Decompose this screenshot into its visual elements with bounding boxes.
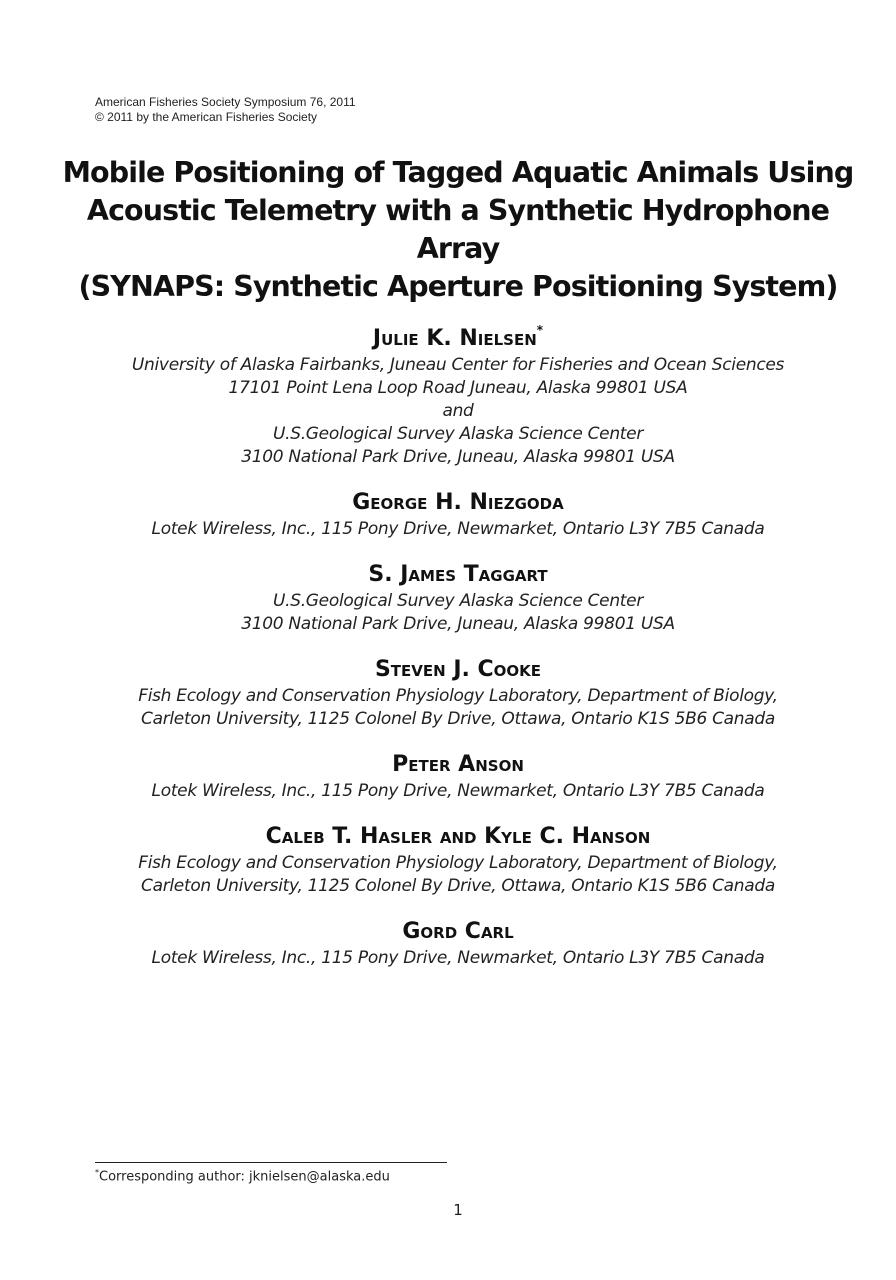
title-line-2: Acoustic Telemetry with a Synthetic Hydrophone Array: [86, 194, 830, 265]
author-name: Gord Carl: [402, 919, 514, 944]
affiliation-line: Lotek Wireless, Inc., 115 Pony Drive, Newmarket, Ontario L3Y 7B5 Canada: [151, 781, 765, 801]
corresponding-author-marker: *: [536, 323, 544, 337]
affiliation-line: Fish Ecology and Conservation Physiology Laboratory, Department of Biology,: [138, 686, 778, 706]
author-block: [60, 822, 856, 898]
affiliation-line: U.S.Geological Survey Alaska Science Center: [272, 424, 644, 444]
journal-citation: American Fisheries Society Symposium 76, 2011: [95, 95, 356, 109]
affiliation-line: University of Alaska Fairbanks, Juneau Center for Fisheries and Ocean Sciences: [131, 355, 785, 375]
affiliation-line: Fish Ecology and Conservation Physiology Laboratory, Department of Biology,: [138, 853, 778, 873]
paper-title: [60, 154, 856, 306]
footnote: [95, 1168, 390, 1184]
author-name: Peter Anson: [392, 752, 524, 777]
author-name: Julie K. Nielsen*: [372, 323, 544, 351]
affiliation-conjunction: and: [442, 401, 474, 421]
footnote-marker: *: [95, 1168, 99, 1177]
affiliation-line: 3100 National Park Drive, Juneau, Alaska 99801 USA: [241, 614, 675, 634]
affiliation-line: Lotek Wireless, Inc., 115 Pony Drive, Newmarket, Ontario L3Y 7B5 Canada: [151, 519, 765, 539]
affiliation-line: Carleton University, 1125 Colonel By Drive, Ottawa, Ontario K1S 5B6 Canada: [141, 709, 775, 729]
author-list: [60, 324, 856, 989]
footnote-text: Corresponding author: jknielsen@alaska.edu: [99, 1169, 390, 1185]
author-block: [60, 917, 856, 970]
author-block: [60, 324, 856, 469]
author-name: George H. Niezgoda: [352, 490, 564, 515]
journal-header: [95, 95, 356, 125]
footnote-divider: [95, 1162, 447, 1163]
affiliation-line: Lotek Wireless, Inc., 115 Pony Drive, Newmarket, Ontario L3Y 7B5 Canada: [151, 948, 765, 968]
author-block: [60, 750, 856, 803]
affiliation-line: 17101 Point Lena Loop Road Juneau, Alaska 99801 USA: [228, 378, 688, 398]
author-block: [60, 488, 856, 541]
author-name: Steven J. Cooke: [374, 657, 542, 682]
author-block: [60, 560, 856, 636]
author-block: [60, 655, 856, 731]
title-line-3: (SYNAPS: Synthetic Aperture Positioning System): [78, 270, 838, 303]
author-name: Caleb T. Hasler and Kyle C. Hanson: [265, 824, 651, 849]
affiliation-line: 3100 National Park Drive, Juneau, Alaska 99801 USA: [241, 447, 675, 467]
author-name: S. James Taggart: [368, 562, 548, 587]
title-line-1: Mobile Positioning of Tagged Aquatic Animals Using: [62, 156, 854, 189]
copyright-line: © 2011 by the American Fisheries Society: [95, 110, 318, 124]
page-number: 1: [453, 1201, 463, 1219]
affiliation-line: Carleton University, 1125 Colonel By Drive, Ottawa, Ontario K1S 5B6 Canada: [141, 876, 775, 896]
affiliation-line: U.S.Geological Survey Alaska Science Center: [272, 591, 644, 611]
